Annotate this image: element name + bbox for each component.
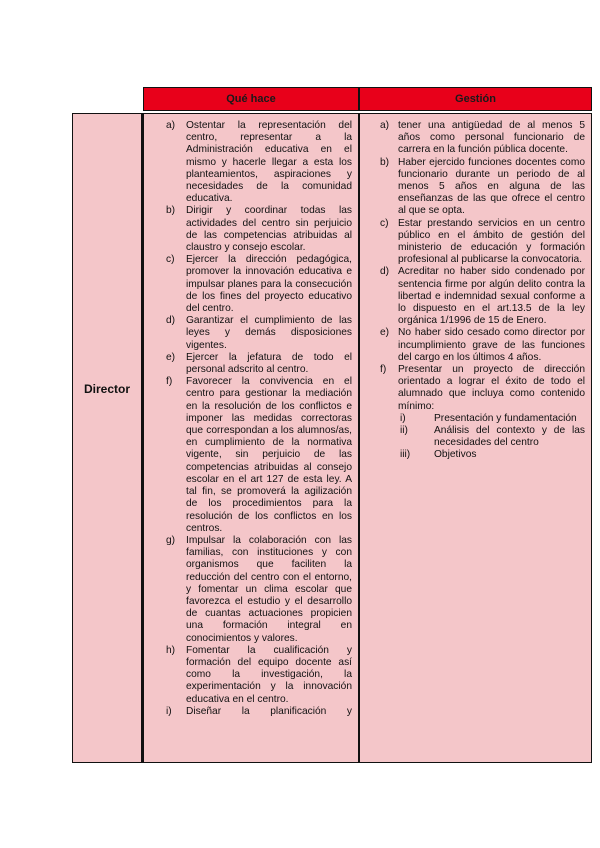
list-item-text: Favorecer la convivencia en el centro para gestionar la mediación en la resolución de los conflictos e imponer las medidas correctoras que correspondan a los alumnos/as, en cumplimiento de la normativa vigente, sin perjuicio de las competencias atribuidas al consejo escolar en el art 127 de esta ley. A tal fin, se promoverá la agilización de los procedimientos para la resolución de los conflictos en los centros. — [186, 376, 352, 534]
sublist-item — [398, 449, 585, 461]
sublist-item-text: Análisis del contexto y de las necesidades del centro — [434, 425, 585, 449]
list-marker: e) — [166, 351, 176, 363]
list-marker: c) — [380, 217, 389, 229]
list-item-text: Ejercer la dirección pedagógica, promover la innovación educativa e impulsar planes para la consecución de los fines del proyecto educativo del centro. — [186, 254, 352, 315]
list-item-text: Estar prestando servicios en un centro público en el ámbito de gestión del ministerio de educación y formación profesional al publicarse la convocatoria. — [398, 217, 585, 266]
sublist-item — [398, 425, 585, 449]
sublist — [398, 413, 585, 462]
list-marker: b) — [166, 205, 176, 217]
list-item-text: Presentar un proyecto de dirección orientado a lograr el éxito de todo el alumnado que incluya como contenido mínimo: — [398, 364, 585, 412]
list-marker: c) — [166, 254, 175, 266]
header-que-hace-label: Qué hace — [226, 93, 276, 105]
list-marker: b) — [380, 156, 390, 168]
list-item — [144, 645, 352, 706]
list-item — [144, 376, 352, 535]
list-marker: d) — [380, 266, 390, 278]
list-marker: f) — [380, 364, 387, 376]
list-item-text: tener una antigüedad de al menos 5 años como personal funcionario de carrera en la función pública docente. — [398, 120, 585, 156]
list-marker: a) — [380, 120, 390, 131]
list-marker: d) — [166, 315, 176, 327]
header-gestion-label: Gestión — [455, 93, 496, 105]
header-gestion — [359, 87, 592, 111]
row-label-director: Director — [83, 382, 130, 396]
list-item — [360, 327, 585, 364]
sublist-item — [398, 413, 585, 425]
list-marker: a) — [166, 120, 176, 131]
list-item — [360, 218, 585, 267]
que-hace-list — [144, 114, 358, 718]
sublist-marker: ii) — [400, 425, 408, 437]
list-marker: e) — [380, 327, 390, 339]
list-item — [144, 120, 352, 205]
que-hace-cell — [143, 113, 359, 763]
list-item — [144, 535, 352, 645]
list-item — [144, 706, 352, 718]
list-marker: i) — [166, 705, 172, 717]
sublist-marker: i) — [400, 412, 406, 424]
list-item — [144, 352, 352, 376]
roles-table — [72, 87, 592, 763]
sublist-item-text: Objetivos — [434, 449, 477, 461]
list-item — [144, 254, 352, 315]
list-item-text: Impulsar la colaboración con las familias, con instituciones y con organismos que faciliten la reducción del centro con el entorno, y fomentar un clima escolar que favorezca el estudio y el desarrollo de cuantas actuaciones propicien una formación integral en conocimientos y valores. — [186, 534, 352, 644]
list-item-text: Dirigir y coordinar todas las actividades del centro sin perjuicio de las competencias atribuidas al claustro y consejo escolar. — [186, 205, 352, 254]
list-item — [144, 205, 352, 254]
header-que-hace — [143, 87, 359, 111]
list-item — [360, 120, 585, 157]
list-marker: f) — [166, 376, 173, 388]
list-item-text: Diseñar la planificación y — [186, 705, 352, 717]
list-item — [144, 315, 352, 352]
list-item — [360, 157, 585, 218]
row-label-cell — [72, 113, 143, 763]
list-item-text: Acreditar no haber sido condenado por sentencia firme por algún delito contra la libertad e indemnidad sexual conforme a lo dispuesto en el art.13.5 de la ley orgánica 1/1996 de 15 de Enero. — [398, 266, 585, 327]
list-item-text: No haber sido cesado como director por incumplimiento grave de las funciones del cargo en los últimos 4 años. — [398, 327, 585, 363]
gestion-cell — [359, 113, 592, 763]
list-item-text: Haber ejercido funciones docentes como funcionario durante un periodo de al menos 5 años en alguna de las enseñanzas de las que ofrece el centro al que se opta. — [398, 156, 585, 217]
list-item-text: Ostentar la representación del centro, representar a la Administración educativa en el mismo y hacerle llegar a esta los planteamientos, aspiraciones y necesidades de la comunidad educativa. — [186, 120, 352, 205]
gestion-list — [360, 114, 591, 462]
list-item — [360, 266, 585, 327]
sublist-marker: iii) — [400, 449, 411, 461]
list-item-text: Garantizar el cumplimiento de las leyes y demás disposiciones vigentes. — [186, 315, 352, 351]
list-item-text: Ejercer la jefatura de todo el personal adscrito al centro. — [186, 351, 352, 376]
list-item — [360, 364, 585, 462]
list-item-text: Fomentar la cualificación y formación del equipo docente así como la investigación, la experimentación y la innovación educativa en el centro. — [186, 644, 352, 705]
list-marker: h) — [166, 644, 176, 656]
list-marker: g) — [166, 534, 176, 546]
sublist-item-text: Presentación y fundamentación — [434, 412, 577, 424]
